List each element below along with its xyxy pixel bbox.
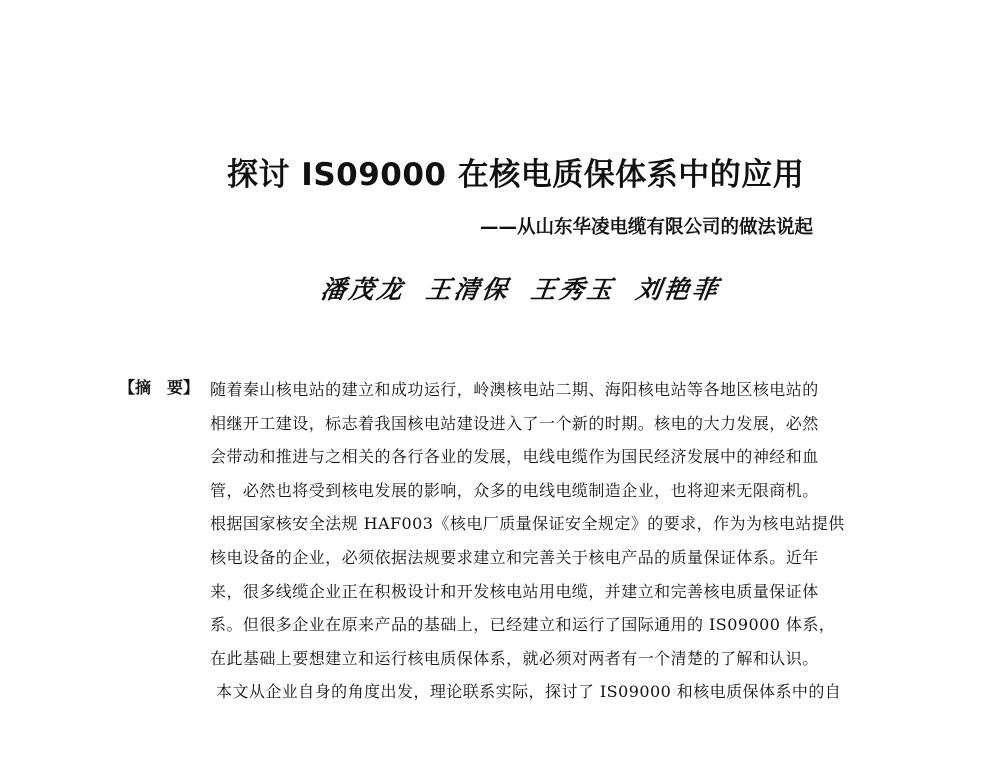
abstract-line: 相继开工建设，标志着我国核电站建设进入了一个新的时期。核电的大力发展，必然 [210, 413, 819, 433]
abstract-line: 会带动和推进与之相关的各行各业的发展，电线电缆作为国民经济发展中的神经和血 [210, 447, 819, 467]
abstract-label: 【摘 要】 [119, 378, 200, 397]
abstract-line: 来，很多线缆企业正在积极设计和开发核电站用电缆，并建立和完善核电质量保证体 [210, 581, 819, 601]
author-name: 刘艳菲 [634, 275, 723, 304]
abstract-line: 本文从企业自身的角度出发，理论联系实际，探讨了 IS09000 和核电质保体系中的自 [216, 682, 842, 702]
paper-title: 探讨 IS09000 在核电质保体系中的应用 [227, 157, 805, 193]
author-name: 王秀玉 [529, 275, 618, 304]
paper-subtitle: ——从山东华凌电缆有限公司的做法说起 [480, 217, 814, 238]
abstract-line: 根据国家核安全法规 HAF003《核电厂质量保证安全规定》的要求，作为为核电站提供 [210, 514, 845, 534]
abstract-line: 随着秦山核电站的建立和成功运行，岭澳核电站二期、海阳核电站等各地区核电站的 [210, 380, 819, 399]
abstract-body [210, 373, 900, 709]
author-name: 潘茂龙 [319, 275, 408, 304]
abstract-line: 核电设备的企业，必须依据法规要求建立和完善关于核电产品的质量保证体系。近年 [210, 547, 819, 567]
abstract-line: 系。但很多企业在原来产品的基础上，已经建立和运行了国际通用的 IS09000 体系， [210, 615, 836, 635]
abstract-line: 管，必然也将受到核电发展的影响，众多的电线电缆制造企业，也将迎来无限商机。 [210, 480, 819, 500]
abstract-line: 在此基础上要想建立和运行核电质保体系，就必须对两者有一个清楚的了解和认识。 [210, 648, 819, 668]
author-name: 王清保 [424, 275, 513, 304]
author-list [319, 272, 723, 308]
